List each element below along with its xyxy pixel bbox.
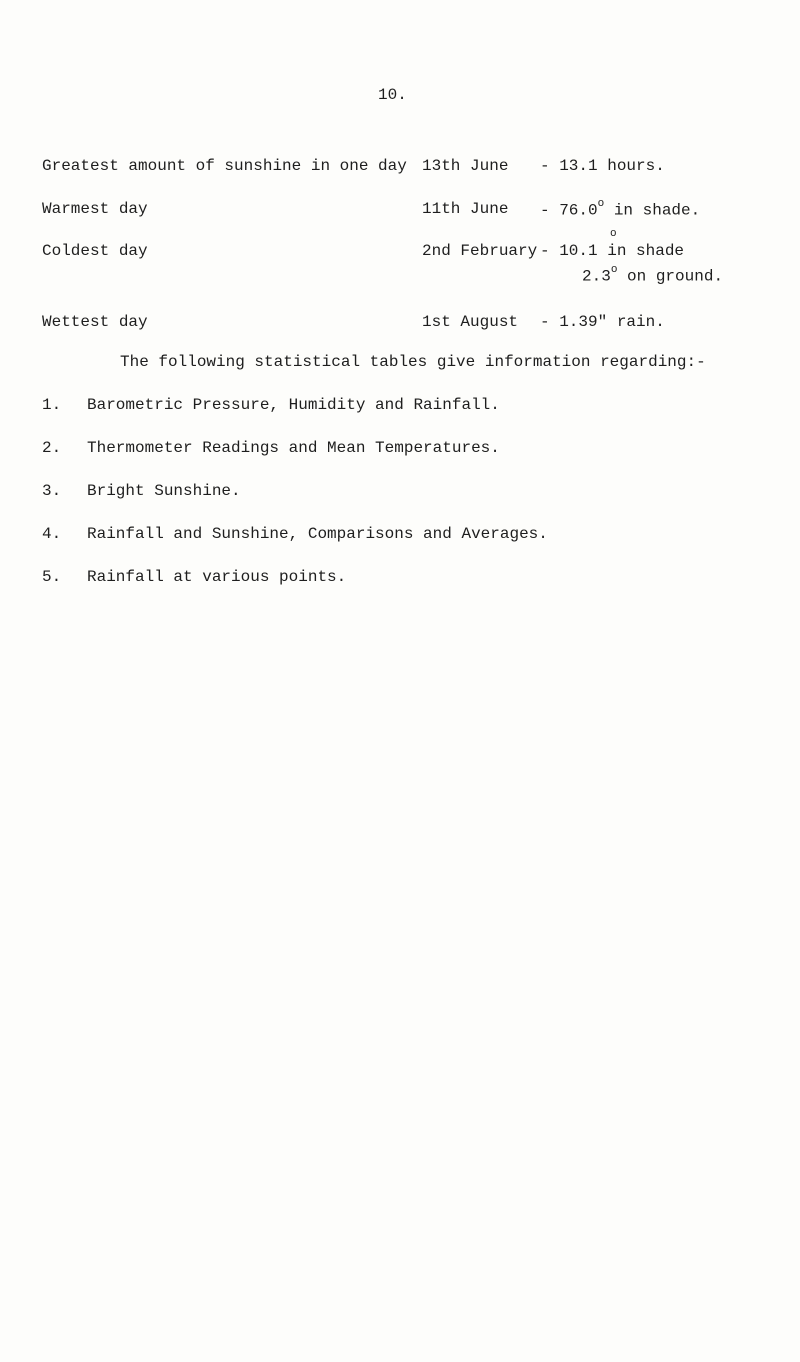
record-label-wettest: Wettest day — [42, 313, 148, 331]
degree-mark: o — [610, 228, 617, 240]
record-value-sunshine: - 13.1 hours. — [540, 157, 665, 175]
record-label-warmest: Warmest day — [42, 200, 148, 218]
record-value-coldest-ground-number: 2.3 — [582, 267, 611, 286]
degree-mark: o — [597, 198, 605, 210]
record-value-coldest: - 10.1 in shade — [540, 242, 685, 260]
record-date-wettest: 1st August — [422, 313, 519, 331]
list-item-text: Rainfall and Sunshine, Comparisons and Averages. — [87, 525, 548, 543]
record-value-coldest-ground — [582, 266, 723, 285]
record-value-warmest-unit: in shade. — [604, 201, 701, 220]
record-value-warmest — [540, 200, 700, 219]
list-item-number: 1. — [42, 396, 62, 414]
degree-mark: o — [610, 264, 618, 276]
record-value-wettest: - 1.39" rain. — [540, 313, 665, 331]
list-item-number: 3. — [42, 482, 62, 500]
list-item-text: Thermometer Readings and Mean Temperatures. — [87, 439, 500, 457]
record-date-coldest: 2nd February — [422, 242, 538, 260]
list-item-number: 4. — [42, 525, 62, 543]
record-value-coldest-ground-unit: on ground. — [617, 267, 724, 286]
record-date-sunshine: 13th June — [422, 157, 509, 175]
record-value-warmest-number: - 76.0 — [540, 201, 598, 220]
record-label-sunshine: Greatest amount of sunshine in one day — [42, 157, 407, 175]
list-item-text: Rainfall at various points. — [87, 568, 347, 586]
intro-paragraph: The following statistical tables give information regarding:- — [120, 353, 706, 371]
page-number: 10. — [378, 86, 407, 104]
record-label-coldest: Coldest day — [42, 242, 148, 260]
list-item-number: 2. — [42, 439, 62, 457]
record-date-warmest: 11th June — [422, 200, 509, 218]
list-item-number: 5. — [42, 568, 62, 586]
list-item-text: Bright Sunshine. — [87, 482, 241, 500]
list-item-text: Barometric Pressure, Humidity and Rainfall. — [87, 396, 500, 414]
